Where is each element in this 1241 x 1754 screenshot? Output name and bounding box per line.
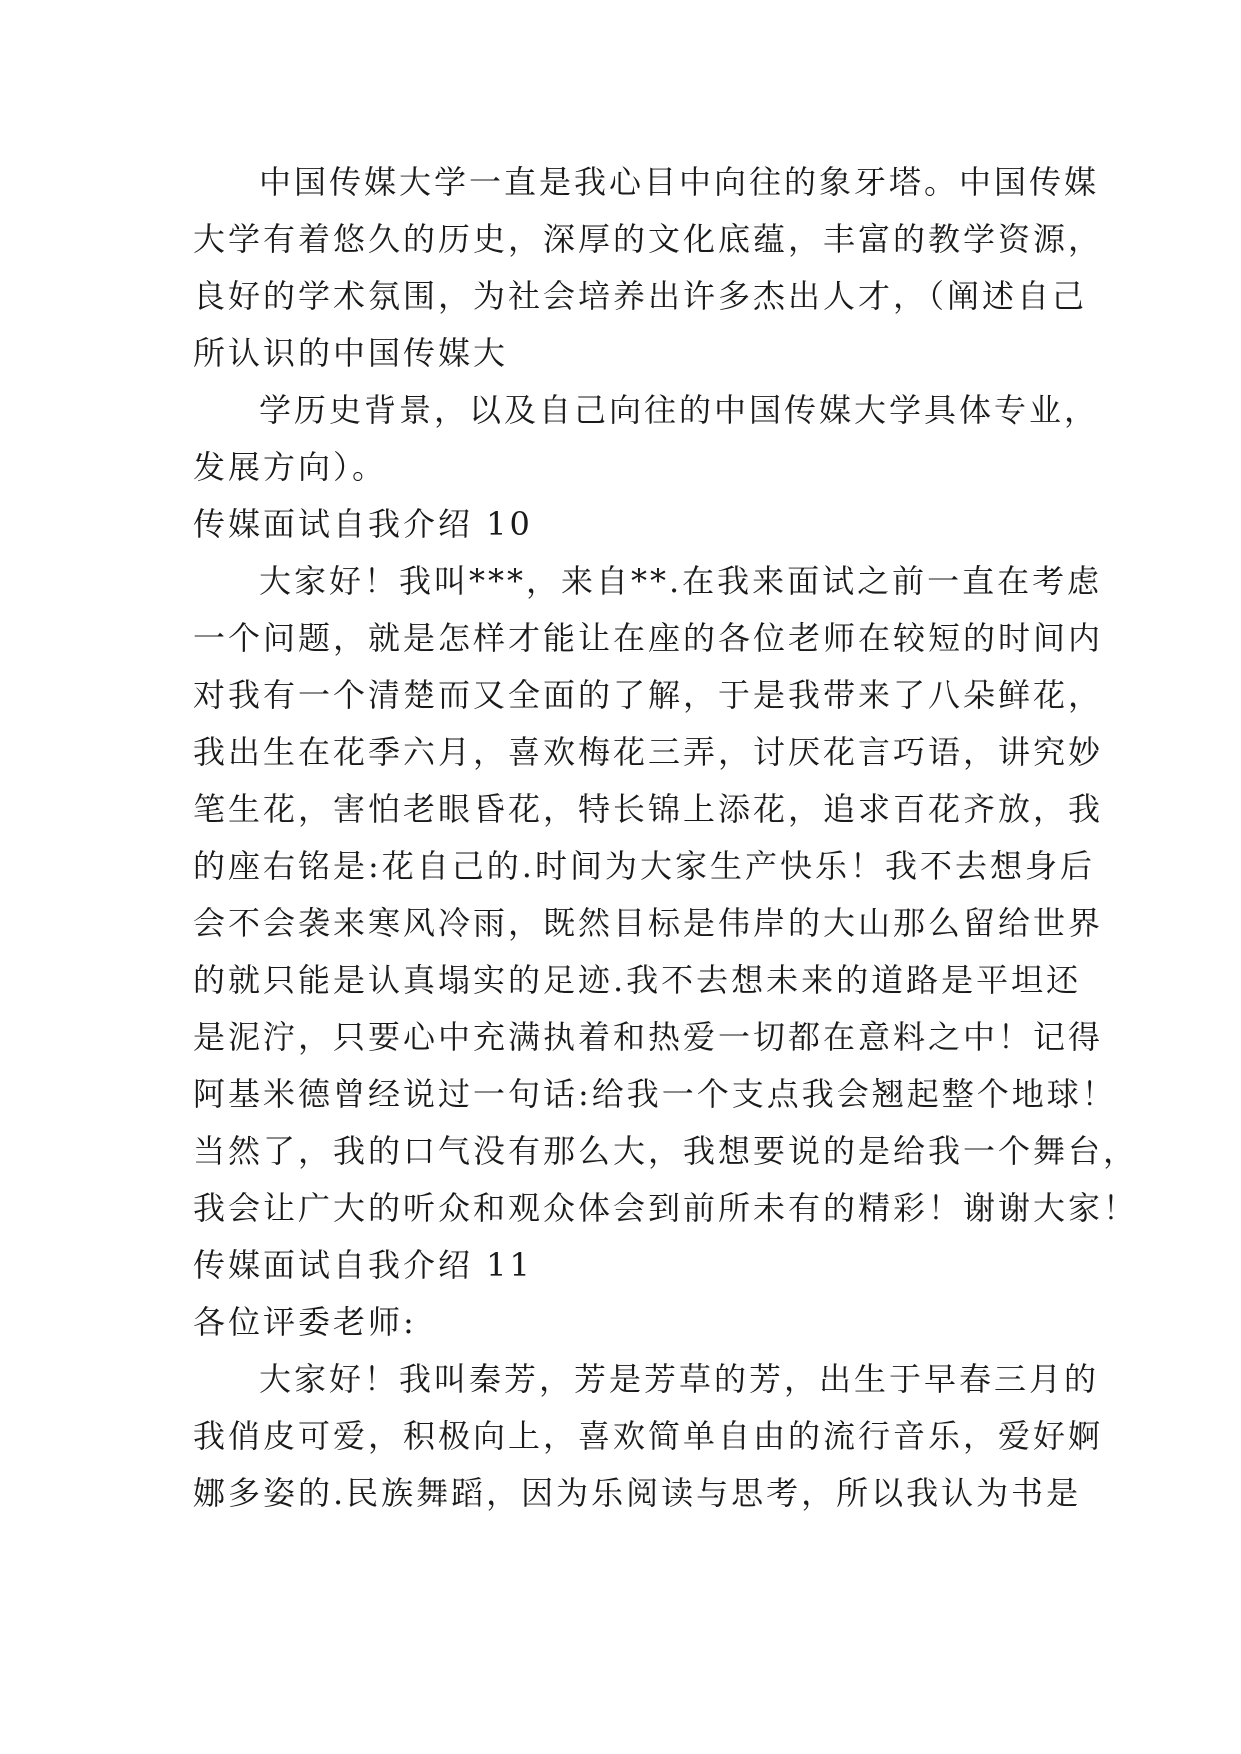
paragraph-line: 笔生花，害怕老眼昏花，特长锦上添花，追求百花齐放，我: [193, 790, 1104, 828]
paragraph-line: 的座右铭是:花自己的.时间为大家生产快乐！我不去想身后: [193, 847, 1095, 885]
paragraph-line: 阿基米德曾经说过一句话:给我一个支点我会翘起整个地球！: [193, 1075, 1117, 1113]
paragraph-line: 一个问题，就是怎样才能让在座的各位老师在较短的时间内: [193, 619, 1104, 657]
paragraph-line: 我俏皮可爱，积极向上，喜欢简单自由的流行音乐，爱好婀: [193, 1417, 1104, 1455]
paragraph-line: 良好的学术氛围，为社会培养出许多杰出人才，（阐述自己: [193, 277, 1088, 315]
paragraph-line: 大学有着悠久的历史，深厚的文化底蕴，丰富的教学资源，: [193, 220, 1104, 258]
paragraph-line: 我出生在花季六月，喜欢梅花三弄，讨厌花言巧语，讲究妙: [193, 733, 1104, 771]
section-heading-10: 传媒面试自我介绍 10: [193, 505, 533, 543]
paragraph-line: 对我有一个清楚而又全面的了解，于是我带来了八朵鲜花，: [193, 676, 1104, 714]
section-heading-11: 传媒面试自我介绍 11: [193, 1246, 533, 1284]
salutation-line: 各位评委老师:: [193, 1303, 417, 1341]
paragraph-line: 大家好！我叫秦芳，芳是芳草的芳，出生于早春三月的: [259, 1360, 1100, 1398]
paragraph-line: 我会让广大的听众和观众体会到前所未有的精彩！谢谢大家！: [193, 1189, 1139, 1227]
paragraph-line: 是泥泞，只要心中充满执着和热爱一切都在意料之中！记得: [193, 1018, 1104, 1056]
paragraph-line: 会不会袭来寒风冷雨，既然目标是伟岸的大山那么留给世界: [193, 904, 1104, 942]
paragraph-line: 娜多姿的.民族舞蹈，因为乐阅读与思考，所以我认为书是: [193, 1474, 1082, 1512]
paragraph-line: 中国传媒大学一直是我心目中向往的象牙塔。中国传媒: [259, 163, 1100, 201]
paragraph-line: 发展方向）。: [193, 448, 388, 486]
paragraph-line: 所认识的中国传媒大: [193, 334, 509, 372]
paragraph-line: 大家好！我叫***，来自**.在我来面试之前一直在考虑: [259, 562, 1103, 600]
paragraph-line: 学历史背景，以及自己向往的中国传媒大学具体专业，: [259, 391, 1100, 429]
paragraph-line: 的就只能是认真塌实的足迹.我不去想未来的道路是平坦还: [193, 961, 1082, 999]
paragraph-line: 当然了，我的口气没有那么大，我想要说的是给我一个舞台，: [193, 1132, 1139, 1170]
